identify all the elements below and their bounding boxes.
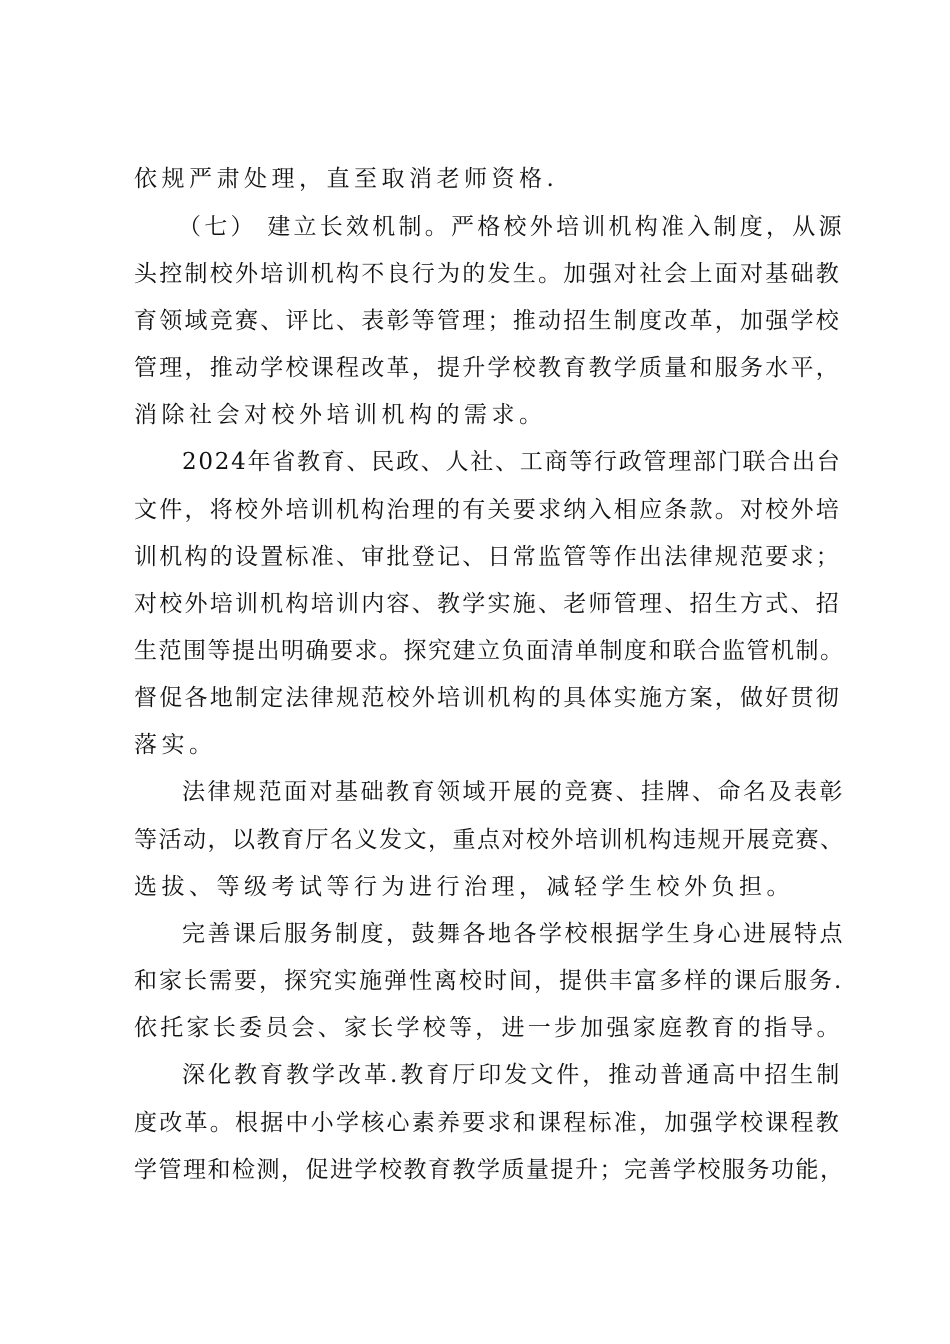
text-line: 深化教育教学改革.教育厅印发文件，推动普通高中招生制 xyxy=(182,1062,843,1088)
text-line: 依规严肃处理，直至取消老师资格. xyxy=(134,166,559,192)
text-line: （七） 建立长效机制。严格校外培训机构准入制度，从源 xyxy=(178,214,845,240)
text-line: 落实。 xyxy=(134,732,217,758)
text-line: 和家长需要，探究实施弹性离校时间，提供丰富多样的课后服务. xyxy=(134,968,844,994)
text-line: 消除社会对校外培训机构的需求。 xyxy=(134,402,547,428)
text-line: 督促各地制定法律规范校外培训机构的具体实施方案，做好贯彻 xyxy=(134,685,841,711)
text-line: 选拔、等级考试等行为进行治理，减轻学生校外负担。 xyxy=(134,874,794,900)
text-line: 育领域竞赛、评比、表彰等管理；推动招生制度改革，加强学校 xyxy=(134,308,841,334)
text-line: 法律规范面对基础教育领域开展的竞赛、挂牌、命名及表彰 xyxy=(182,779,845,805)
text-line: 头控制校外培训机构不良行为的发生。加强对社会上面对基础教 xyxy=(134,261,841,287)
text-line: 依托家长委员会、家长学校等，进一步加强家庭教育的指导。 xyxy=(134,1015,843,1041)
text-line: 文件，将校外培训机构治理的有关要求纳入相应条款。对校外培 xyxy=(134,497,841,523)
text-line: 2024年省教育、民政、人社、工商等行政管理部门联合出台 xyxy=(182,449,842,475)
text-line: 等活动，以教育厅名义发文，重点对校外培训机构违规开展竞赛、 xyxy=(134,827,845,853)
text-line: 度改革。根据中小学核心素养要求和课程标准，加强学校课程教 xyxy=(134,1110,841,1136)
text-line: 对校外培训机构培训内容、教学实施、老师管理、招生方式、招 xyxy=(134,591,841,617)
text-line: 管理，推动学校课程改革，提升学校教育教学质量和服务水平， xyxy=(134,355,841,381)
text-line: 完善课后服务制度，鼓舞各地各学校根据学生身心进展特点 xyxy=(182,921,845,947)
text-line: 训机构的设置标准、审批登记、日常监管等作出法律规范要求； xyxy=(134,544,841,570)
text-line: 学管理和检测，促进学校教育教学质量提升；完善学校服务功能， xyxy=(134,1157,845,1183)
text-line: 生范围等提出明确要求。探究建立负面清单制度和联合监管机制。 xyxy=(134,638,845,664)
